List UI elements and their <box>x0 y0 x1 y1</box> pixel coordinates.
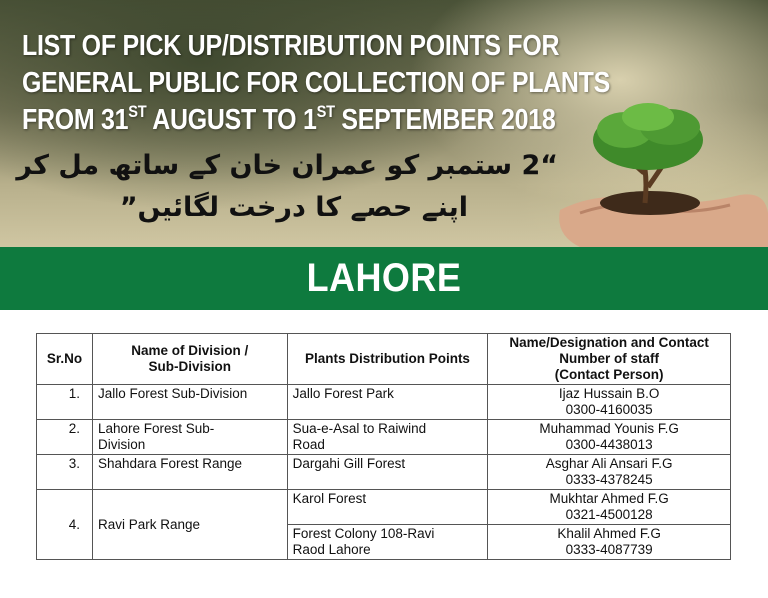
header-banner <box>0 0 768 247</box>
cell-division: Jallo Forest Sub-Division <box>92 385 287 420</box>
cell-point: Dargahi Gill Forest <box>287 455 488 490</box>
sapling-in-hands-image <box>540 95 768 247</box>
urdu-slogan-line-1: “2 ستمبر کو عمران خان کے ساتھ مل کر <box>16 150 558 181</box>
cell-staff: Muhammad Younis F.G 0300-4438013 <box>488 420 731 455</box>
cell-staff: Mukhtar Ahmed F.G 0321-4500128 <box>488 490 731 525</box>
cell-srno: 1. <box>37 385 93 420</box>
cell-srno: 2. <box>37 420 93 455</box>
cell-point: Sua-e-Asal to Raiwind Road <box>287 420 488 455</box>
cell-staff: Ijaz Hussain B.O 0300-4160035 <box>488 385 731 420</box>
cell-division: Shahdara Forest Range <box>92 455 287 490</box>
cell-division: Ravi Park Range <box>92 490 287 560</box>
city-title: LAHORE <box>306 256 462 300</box>
table-row <box>37 490 731 525</box>
table-row <box>37 420 731 455</box>
headline <box>22 28 610 139</box>
headline-line-3: FROM 31ST AUGUST TO 1ST SEPTEMBER 2018 <box>22 102 556 136</box>
headline-line-2: GENERAL PUBLIC FOR COLLECTION OF PLANTS <box>22 67 611 99</box>
cell-srno: 4. <box>37 490 93 560</box>
cell-srno: 3. <box>37 455 93 490</box>
cell-staff: Khalil Ahmed F.G 0333-4087739 <box>488 525 731 560</box>
header-staff: Name/Designation and Contact Number of staff (Contact Person) <box>488 334 731 385</box>
table-row <box>37 385 731 420</box>
cell-point: Karol Forest <box>287 490 488 525</box>
cell-point: Jallo Forest Park <box>287 385 488 420</box>
table-header-row <box>37 334 731 385</box>
urdu-slogan-line-2: اپنے حصے کا درخت لگائیں” <box>119 192 468 223</box>
distribution-points-table <box>36 333 731 560</box>
cell-point: Forest Colony 108-Ravi Raod Lahore <box>287 525 488 560</box>
header-points: Plants Distribution Points <box>287 334 488 385</box>
header-srno: Sr.No <box>37 334 93 385</box>
cell-staff: Asghar Ali Ansari F.G 0333-4378245 <box>488 455 731 490</box>
city-banner <box>0 247 768 310</box>
headline-line-1: LIST OF PICK UP/DISTRIBUTION POINTS FOR <box>22 30 560 62</box>
cell-division: Lahore Forest Sub- Division <box>92 420 287 455</box>
header-division: Name of Division / Sub-Division <box>92 334 287 385</box>
table-row <box>37 455 731 490</box>
